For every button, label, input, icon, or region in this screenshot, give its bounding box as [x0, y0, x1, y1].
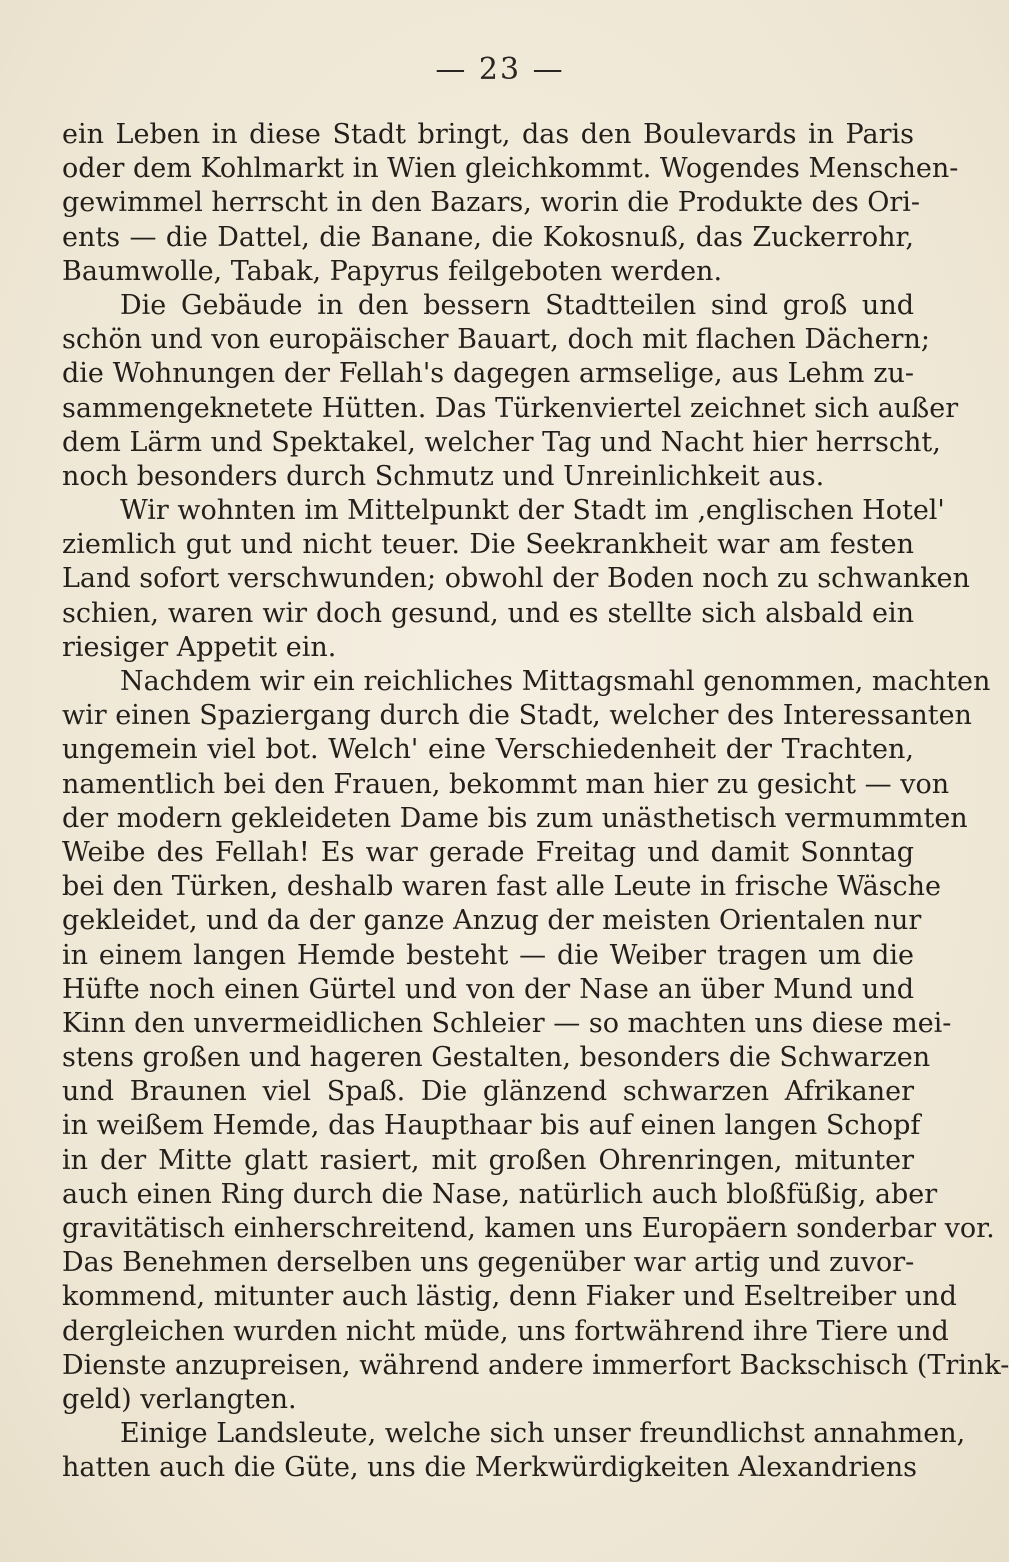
text-line: ziemlich gut und nicht teuer. Die Seekrankheit war am festen: [62, 529, 914, 561]
text-line: auch einen Ring durch die Nase, natürlich auch bloßfüßig, aber: [62, 1178, 938, 1210]
text-line: Einige Landsleute, welche sich unser freundlichst annahmen,: [120, 1418, 966, 1450]
text-line: dem Lärm und Spektakel, welcher Tag und Nacht hier herrscht,: [62, 426, 941, 458]
text-line: ein Leben in diese Stadt bringt, das den Boulevards in Paris: [62, 119, 914, 150]
text-line: Die Gebäude in den bessern Stadtteilen sind groß und: [120, 289, 914, 321]
text-line: wir einen Spaziergang durch die Stadt, welcher des Interessanten: [62, 700, 972, 732]
text-line: ents — die Dattel, die Banane, die Kokosnuß, das Zuckerrohr,: [62, 221, 914, 253]
text-line: die Wohnungen der Fellah's dagegen armselige, aus Lehm zu-: [62, 358, 914, 390]
text-line: Kinn den unvermeidlichen Schleier — so machten uns diese mei-: [62, 1007, 952, 1039]
text-line: namentlich bei den Frauen, bekommt man hier zu gesicht — von: [62, 768, 950, 800]
text-line: Weibe des Fellah! Es war gerade Freitag und damit Sonntag: [62, 836, 914, 868]
text-line: und Braunen viel Spaß. Die glänzend schwarzen Afrikaner: [62, 1076, 914, 1108]
body-text: [62, 118, 1009, 1486]
text-line: gravitätisch einherschreitend, kamen uns Europäern sonderbar vor.: [62, 1213, 995, 1244]
text-line: Wir wohnten im Mittelpunkt der Stadt im ‚englischen Hotel': [120, 495, 945, 527]
text-line: sammengeknetete Hütten. Das Türkenviertel zeichnet sich außer: [62, 392, 959, 424]
text-line: in der Mitte glatt rasiert, mit großen Ohrenringen, mitunter: [62, 1144, 914, 1176]
text-line: hatten auch die Güte, uns die Merkwürdigkeiten Alexandriens: [62, 1452, 917, 1484]
text-line: geld) verlangten.: [62, 1383, 297, 1415]
text-line: riesiger Appetit ein.: [62, 631, 337, 663]
text-line: in einem langen Hemde besteht — die Weiber tragen um die: [62, 939, 914, 971]
text-line: bei den Türken, deshalb waren fast alle Leute in frische Wäsche: [62, 871, 942, 903]
text-line: dergleichen wurden nicht müde, uns fortwährend ihre Tiere und: [62, 1315, 949, 1347]
text-line: Land sofort verschwunden; obwohl der Boden noch zu schwanken: [62, 563, 970, 595]
text-line: stens großen und hageren Gestalten, besonders die Schwarzen: [62, 1042, 931, 1074]
text-line: noch besonders durch Schmutz und Unreinlichkeit aus.: [62, 460, 825, 492]
text-line: Dienste anzupreisen, während andere immerfort Backschisch (Trink-: [62, 1349, 1009, 1381]
text-line: gewimmel herrscht in den Bazars, worin die Produkte des Ori-: [62, 187, 921, 219]
text-line: Hüfte noch einen Gürtel und von der Nase an über Mund und: [62, 973, 914, 1005]
text-line: der modern gekleideten Dame bis zum unästhetisch vermummten: [62, 802, 968, 834]
text-line: Baumwolle, Tabak, Papyrus feilgeboten werden.: [62, 255, 723, 287]
page-number: — 23 —: [435, 52, 565, 87]
text-line: Nachdem wir ein reichliches Mittagsmahl genommen, machten: [120, 666, 991, 697]
text-line: kommend, mitunter auch lästig, denn Fiaker und Eseltreiber und: [62, 1281, 957, 1313]
text-line: gekleidet, und da der ganze Anzug der meisten Orientalen nur: [62, 905, 922, 937]
text-line: ungemein viel bot. Welch' eine Verschiedenheit der Trachten,: [62, 734, 914, 766]
text-line: oder dem Kohlmarkt in Wien gleichkommt. Wogendes Menschen-: [62, 153, 959, 185]
text-line: in weißem Hemde, das Haupthaar bis auf einen langen Schopf: [62, 1110, 921, 1142]
text-line: Das Benehmen derselben uns gegenüber war artig und zuvor-: [62, 1247, 915, 1279]
text-line: schön und von europäischer Bauart, doch mit flachen Dächern;: [62, 324, 930, 356]
text-line: schien, waren wir doch gesund, und es stellte sich alsbald ein: [62, 597, 914, 629]
